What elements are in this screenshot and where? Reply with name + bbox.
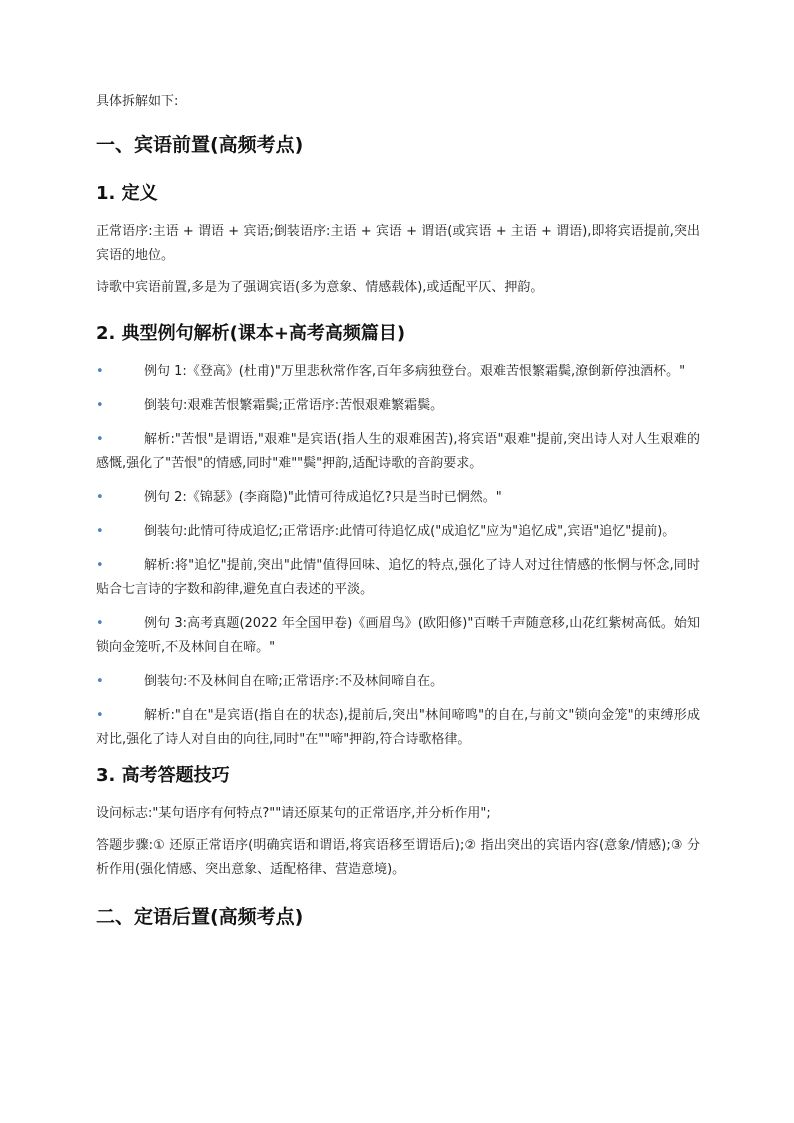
list-item-text: 倒装句:艰难苦恨繁霜鬓;正常语序:苦恨艰难繁霜鬓。 — [144, 398, 444, 413]
list-item — [96, 520, 700, 544]
list-item — [96, 554, 700, 602]
list-item — [96, 360, 700, 384]
section-title-object-preposing: 一、宾语前置(高频考点) — [96, 134, 304, 156]
bullet-icon: • — [96, 524, 104, 539]
subheading-examples: 2. 典型例句解析(课本+高考高频篇目) — [96, 323, 406, 344]
list-item — [96, 670, 700, 694]
bullet-icon: • — [96, 364, 104, 379]
list-item — [96, 612, 700, 660]
tips-paragraph-1: 设问标志:"某句语序有何特点?""请还原某句的正常语序,并分析作用"; — [96, 806, 491, 821]
list-item — [96, 486, 700, 510]
list-item — [96, 394, 700, 418]
examples-list — [96, 360, 700, 752]
subheading-definition: 1. 定义 — [96, 183, 158, 204]
definition-paragraph-1: 正常语序:主语 + 谓语 + 宾语;倒装语序:主语 + 宾语 + 谓语(或宾语 + 主语 + 谓语),即将宾语提前,突出宾语的地位。 — [96, 224, 700, 263]
bullet-icon: • — [96, 708, 104, 723]
definition-paragraph-2: 诗歌中宾语前置,多是为了强调宾语(多为意象、情感载体),或适配平仄、押韵。 — [96, 280, 544, 295]
bullet-icon: • — [96, 674, 104, 689]
tips-paragraph-2: 答题步骤:① 还原正常语序(明确宾语和谓语,将宾语移至谓语后);② 指出突出的宾语内容(意象/情感);③ 分析作用(强化情感、突出意象、适配格律、营造意境)。 — [96, 838, 700, 877]
list-item-text: 倒装句:此情可待成追忆;正常语序:此情可待追忆成("成追忆"应为"追忆成",宾语"追忆"提前)。 — [144, 524, 676, 539]
bullet-icon: • — [96, 558, 104, 573]
bullet-icon: • — [96, 490, 104, 505]
section-title-attributive-postposing: 二、定语后置(高频考点) — [96, 906, 304, 928]
subheading-exam-tips: 3. 高考答题技巧 — [96, 765, 230, 786]
list-item-text: 例句 3:高考真题(2022 年全国甲卷)《画眉鸟》(欧阳修)"百啭千声随意移,山花红紫树高低。始知锁向金笼听,不及林间自在啼。" — [96, 616, 700, 655]
list-item-text: 例句 2:《锦瑟》(李商隐)"此情可待成追忆?只是当时已惘然。" — [144, 490, 502, 505]
list-item-text: 解析:将"追忆"提前,突出"此情"值得回味、追忆的特点,强化了诗人对过往情感的怅惘与怀念,同时贴合七言诗的字数和韵律,避免直白表述的平淡。 — [96, 558, 700, 597]
list-item-text: 倒装句:不及林间自在啼;正常语序:不及林间啼自在。 — [144, 674, 444, 689]
bullet-icon: • — [96, 398, 104, 413]
intro-text: 具体拆解如下: — [96, 94, 179, 109]
list-item — [96, 704, 700, 752]
bullet-icon: • — [96, 432, 104, 447]
list-item-text: 解析:"苦恨"是谓语,"艰难"是宾语(指人生的艰难困苦),将宾语"艰难"提前,突出诗人对人生艰难的感慨,强化了"苦恨"的情感,同时"难""鬓"押韵,适配诗歌的音韵要求。 — [96, 432, 700, 471]
bullet-icon: • — [96, 616, 104, 631]
list-item — [96, 428, 700, 476]
list-item-text: 解析:"自在"是宾语(指自在的状态),提前后,突出"林间啼鸣"的自在,与前文"锁向金笼"的束缚形成对比,强化了诗人对自由的向往,同时"在""啼"押韵,符合诗歌格律。 — [96, 708, 700, 747]
document-page — [96, 92, 700, 954]
list-item-text: 例句 1:《登高》(杜甫)"万里悲秋常作客,百年多病独登台。艰难苦恨繁霜鬓,潦倒新停浊酒杯。" — [144, 364, 686, 379]
